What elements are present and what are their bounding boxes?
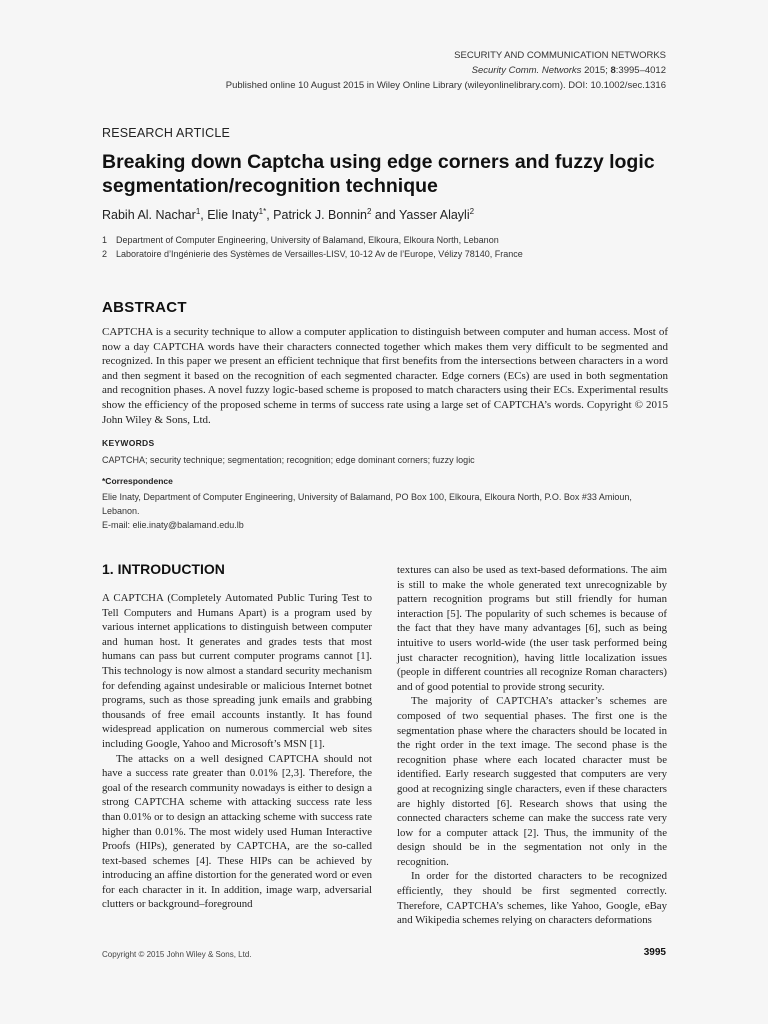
author-separator: , — [266, 208, 274, 223]
correspondence-address: Elie Inaty, Department of Computer Engineering, University of Balamand, PO Box 100, Elkoura, Elkoura North, P.O. Box #33 Amioun, Lebanon. — [102, 492, 632, 516]
citation-year: 2015; — [581, 65, 611, 76]
author-name: Patrick J. Bonnin — [273, 208, 367, 223]
author-list — [102, 207, 474, 222]
author-affil-marker: 1 — [195, 207, 201, 216]
body-column-left — [102, 591, 372, 912]
author-affil-marker: 1* — [258, 207, 267, 216]
body-paragraph: textures can also be used as text-based deformations. The aim is still to make the whole generated text unrecognizable by pattern recognition programs but still friendly for human interaction [5]. The popularity of such schemes is because of the fact that they have many advantages [6], such as being intuitive to users world-wide (the user task performed being just character recognition), having little localization issues (people in different countries all recognize Roman characters) and of good potential to provide strong security. — [397, 564, 667, 693]
journal-abbrev: Security Comm. Networks — [471, 65, 582, 76]
author-name: Elie Inaty — [207, 208, 259, 223]
body-paragraph: In order for the distorted characters to be recognized efficiently, they should be first segmented correctly. Therefore, CAPTCHA’s schemes, like Yahoo, Google, eBay and Wikipedia schemes relying on characters deformations — [397, 870, 667, 927]
article-type: RESEARCH ARTICLE — [102, 126, 231, 140]
keywords-heading: KEYWORDS — [102, 438, 155, 448]
affiliation-number: 1 — [102, 235, 108, 245]
section-heading-introduction: 1. INTRODUCTION — [102, 561, 225, 577]
paper-title: Breaking down Captcha using edge corners and fuzzy logic segmentation/recognition technique — [102, 151, 655, 197]
body-column-right — [397, 563, 667, 928]
citation-volume: 8 — [610, 65, 616, 76]
author-separator: and — [371, 208, 399, 223]
affiliation — [102, 233, 682, 247]
citation-line — [226, 63, 666, 78]
author-name: Yasser Alayli — [398, 208, 470, 223]
correspondence-block — [102, 490, 668, 532]
correspondence-heading: *Correspondence — [102, 476, 173, 486]
affiliation-number: 2 — [102, 249, 108, 259]
author-separator: , — [200, 208, 208, 223]
affiliation-list — [102, 233, 682, 261]
keywords-text: CAPTCHA; security technique; segmentation; recognition; edge dominant corners; fuzzy logic — [102, 455, 475, 465]
author-affil-marker: 2 — [366, 207, 372, 216]
citation-pages: :3995–4012 — [615, 65, 666, 76]
affiliation-text: Laboratoire d’Ingénierie des Systèmes de Versailles-LISV, 10-12 Av de l’Europe, Vélizy 78140, France — [116, 249, 523, 259]
author-name: Rabih Al. Nachar — [102, 208, 196, 223]
journal-name: SECURITY AND COMMUNICATION NETWORKS — [454, 50, 666, 61]
body-paragraph: The majority of CAPTCHA’s attacker’s schemes are composed of two sequential phases. The first one is the segmentation phase where the characters should be located in the right order in the text image. The second phase is the recognition phase where each located character must be identified. Early research suggested that computers are very good at recognizing single characters, even if these characters are highly distorted [6]. Research shows that using the connected characters scheme can make the success rate very low for a computer attack [2]. Thus, the immunity of the design should be in the segmentation not only in the recognition. — [397, 695, 667, 868]
footer-copyright: Copyright © 2015 John Wiley & Sons, Ltd. — [102, 950, 252, 959]
abstract-heading: ABSTRACT — [102, 299, 187, 316]
correspondence-email: E-mail: elie.inaty@balamand.edu.lb — [102, 520, 244, 530]
body-paragraph: A CAPTCHA (Completely Automated Public Turing Test to Tell Computers and Humans Apart) is a program used by various internet applications to distinguish between computer and human host. It generates and grades tests that most humans can pass but current computer programs cannot [1]. This technology is now almost a standard security mechanism for defending against undesirable or malicious Internet botnet programs, such as those spreading junk emails and grabbing thousands of free email accounts instantly. It has found widespread application on numerous commercial web sites including Google, Yahoo and Microsoft’s MSN [1]. — [102, 592, 372, 750]
affiliation — [102, 247, 682, 261]
abstract-text: CAPTCHA is a security technique to allow a computer application to distinguish between computer and human access. Most of now a day CAPTCHA words have their characters connected together which makes them very difficult to be segmented and recognized. In this paper we present an efficient technique that first benefits from the intersections between characters in a word and then segment it based on the recognition of each segmented character. Edge corners (ECs) are used in both segmentation and recognition phases. A novel fuzzy logic-based scheme is proposed to match characters using their ECs. Experimental results show the efficiency of the proposed scheme in terms of success rate using a large set of CAPTCHA’s words. Copyright © 2015 John Wiley & Sons, Ltd. — [102, 326, 668, 426]
journal-masthead — [226, 48, 666, 93]
page-number: 3995 — [643, 947, 666, 958]
author-affil-marker: 2 — [469, 207, 475, 216]
body-paragraph: The attacks on a well designed CAPTCHA should not have a success rate greater than 0.01% [2,3]. Therefore, the goal of the research community nowadays is either to design a strong CAPTCHA scheme with attacking success rate less than 0.01% or to design an attacking scheme with success rate higher than 0.01%. The most widely used Human Interactive Proofs (HIPs), generated by CAPTCHA, are the so-called text-based schemes [4]. These HIPs can be achieved by introducing an affine distortion for the generated word or even for each character in it. In addition, image warp, adversarial clutters or background–foreground — [102, 752, 372, 911]
affiliation-text: Department of Computer Engineering, University of Balamand, Elkoura, Elkoura North, Lebanon — [116, 235, 499, 245]
publication-line: Published online 10 August 2015 in Wiley Online Library (wileyonlinelibrary.com). DOI: 10.1002/sec.1316 — [225, 80, 666, 91]
